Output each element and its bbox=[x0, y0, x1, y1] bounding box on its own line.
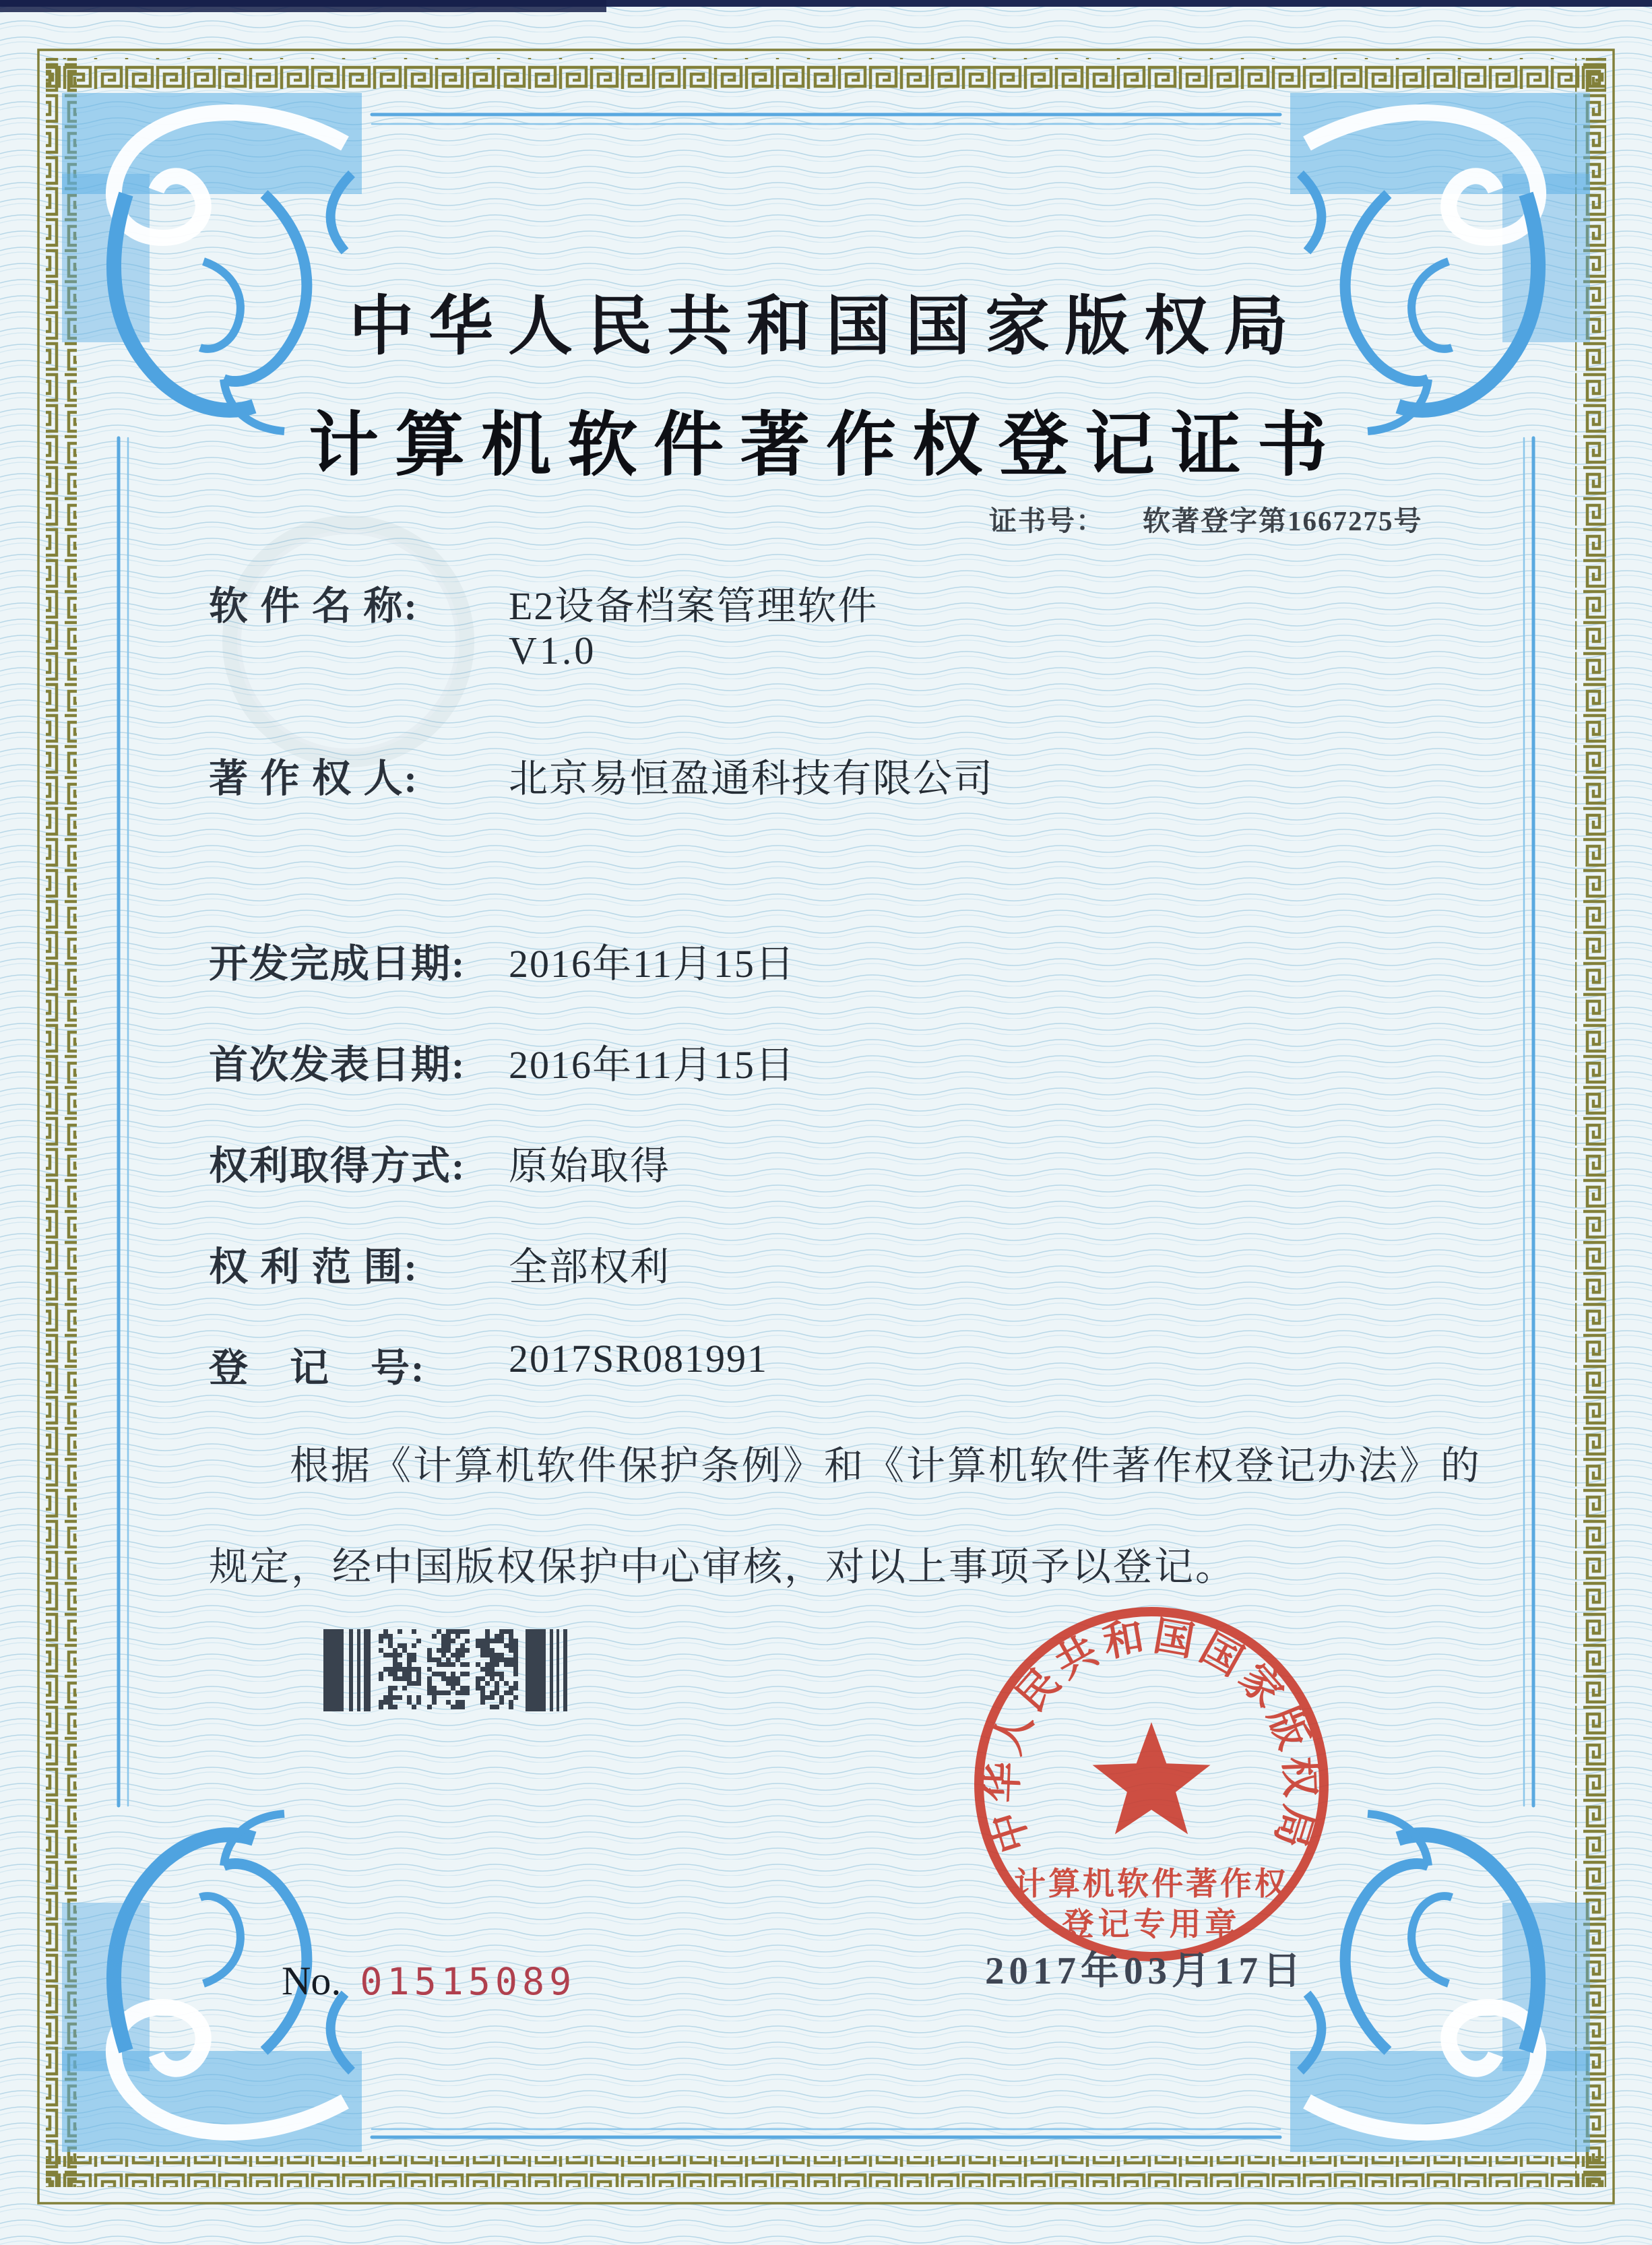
field-label: 著 作 权 人: bbox=[209, 757, 418, 800]
field-label: 权利取得方式: bbox=[209, 1144, 466, 1188]
field-row-rights-scope bbox=[209, 1235, 671, 1292]
field-value: 2016年11月15日 bbox=[509, 1043, 796, 1087]
field-value: 2016年11月15日 bbox=[509, 942, 796, 986]
field-label: 软 件 名 称: bbox=[209, 584, 418, 628]
certificate-number-line bbox=[989, 499, 1423, 538]
authority-title: 中华人民共和国国家版权局 bbox=[349, 290, 1303, 362]
field-row-rights-acquisition bbox=[209, 1134, 671, 1191]
field-row-software-name bbox=[209, 574, 879, 631]
field-label: 首次发表日期: bbox=[209, 1043, 466, 1087]
certificate-number-value: 软著登字第1667275号 bbox=[1143, 505, 1423, 536]
certificate-number-label: 证书号： bbox=[989, 505, 1105, 536]
field-row-dev-complete-date bbox=[209, 932, 796, 988]
official-seal bbox=[930, 1570, 1401, 2042]
statement-line-2: 规定，经中国版权保护中心审核，对以上事项予以登记。 bbox=[209, 1545, 1237, 1589]
embossed-watermark bbox=[222, 515, 474, 767]
field-value: 2017SR081991 bbox=[509, 1337, 768, 1381]
field-value: 原始取得 bbox=[509, 1144, 671, 1188]
field-row-first-publish-date bbox=[209, 1033, 796, 1089]
serial-label: No. bbox=[282, 1959, 342, 2003]
seal-caption-line1: 计算机软件著作权 bbox=[1014, 1867, 1289, 1902]
field-value: E2设备档案管理软件 bbox=[509, 584, 879, 628]
scan-edge-artifact-left bbox=[0, 0, 606, 12]
field-value: 全部权利 bbox=[509, 1245, 671, 1289]
field-value: 北京易恒盈通科技有限公司 bbox=[509, 757, 994, 800]
software-version: V1.0 bbox=[509, 629, 597, 672]
field-row-copyright-owner bbox=[209, 747, 994, 803]
field-label: 登 记 号: bbox=[209, 1346, 426, 1390]
field-label: 开发完成日期: bbox=[209, 942, 466, 986]
statement-line-1: 根据《计算机软件保护条例》和《计算机软件著作权登记办法》的 bbox=[290, 1444, 1482, 1488]
serial-value: 01515089 bbox=[360, 1960, 577, 2003]
seal-caption-line2: 登记专用章 bbox=[1062, 1907, 1241, 1942]
seal-date: 2017年03月17日 bbox=[985, 1950, 1306, 1992]
barcode-image bbox=[323, 1629, 583, 1711]
certificate-title: 计算机软件著作权登记证书 bbox=[308, 407, 1343, 484]
field-row-registration-number bbox=[209, 1336, 768, 1393]
serial-number-line bbox=[282, 1958, 576, 2004]
field-label: 权 利 范 围: bbox=[209, 1245, 418, 1289]
seal-star-icon bbox=[1093, 1722, 1211, 1834]
seal-ring-text: 中华人民共和国国家版权局 bbox=[980, 1613, 1323, 1858]
